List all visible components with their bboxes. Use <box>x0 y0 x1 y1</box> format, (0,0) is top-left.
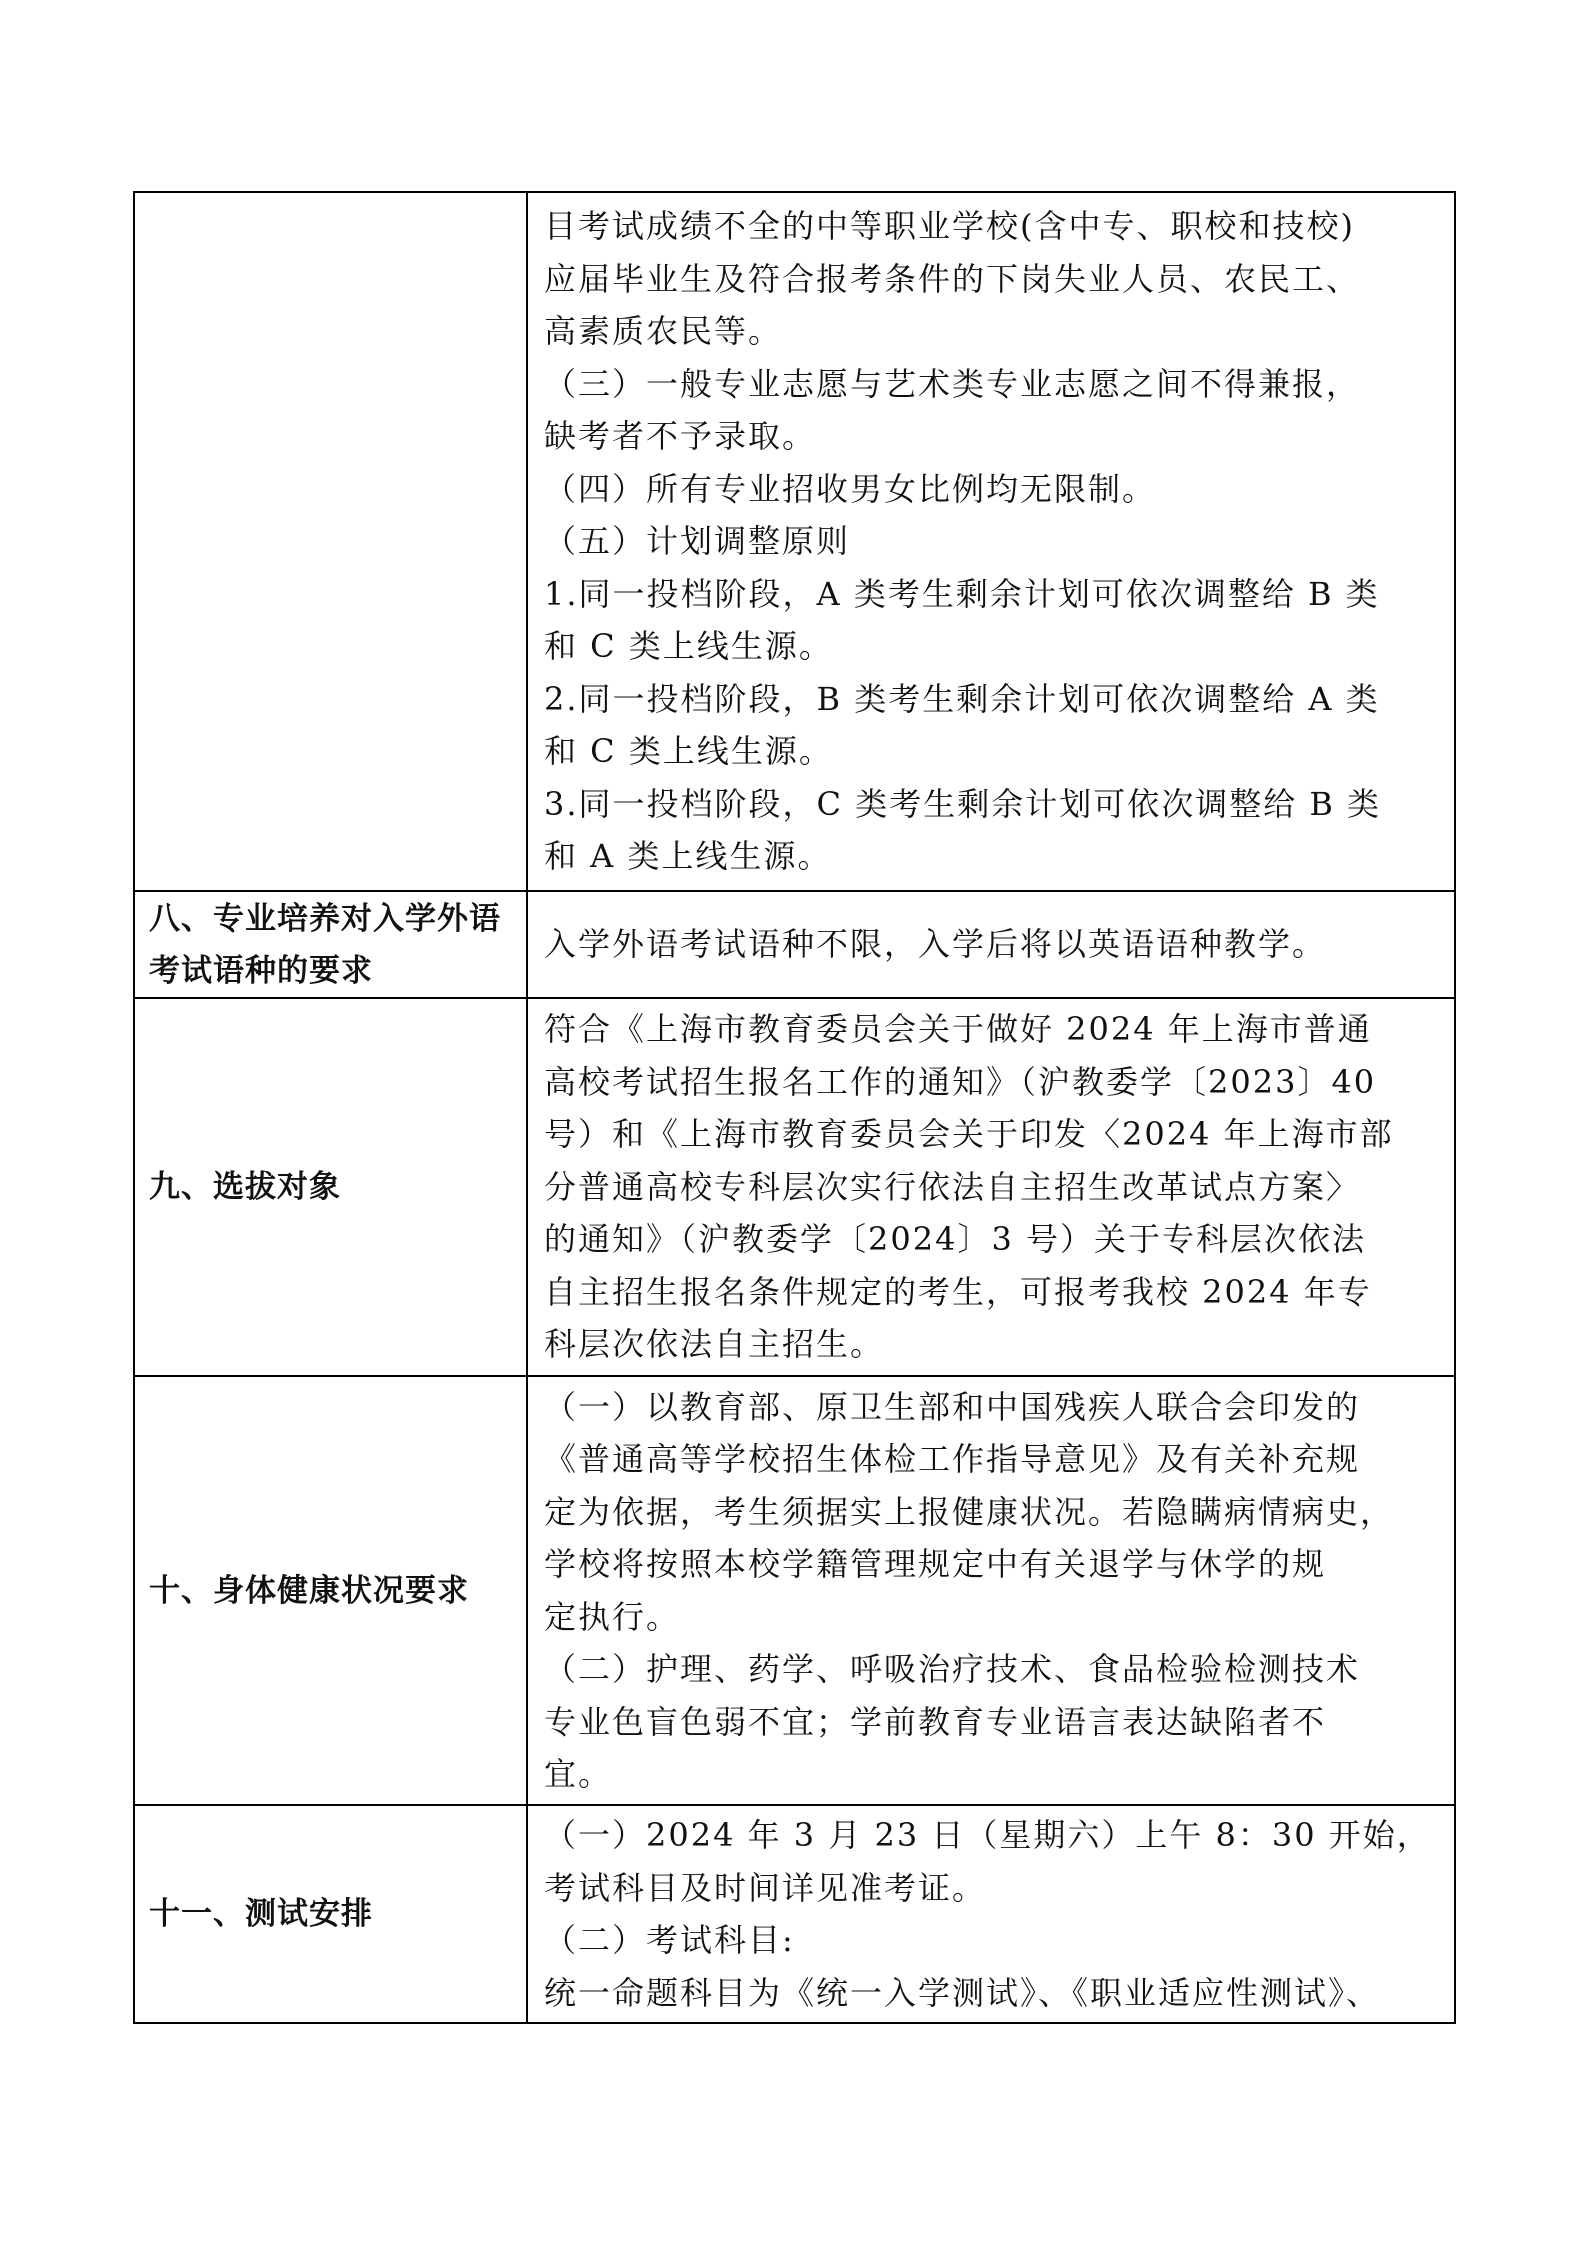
content-line: 专业色盲色弱不宜；学前教育专业语言表达缺陷者不 <box>544 1702 1327 1741</box>
content-line: （二）护理、药学、呼吸治疗技术、食品检验检测技术 <box>544 1650 1361 1688</box>
row-label: 九、选拔对象 <box>134 998 527 1376</box>
table-row <box>134 1805 1455 2023</box>
table-row <box>134 1376 1455 1805</box>
content-line: 科层次依法自主招生。 <box>544 1325 885 1364</box>
content-line: 的通知》（沪教委学〔2024〕3 号）关于专科层次依法 <box>544 1220 1366 1259</box>
content-line: 分普通高校专科层次实行依法自主招生改革试点方案〉 <box>544 1167 1361 1206</box>
content-line: （四）所有专业招收男女比例均无限制。 <box>544 469 1157 508</box>
table-row <box>134 891 1455 998</box>
content-line: 2.同一投档阶段，B 类考生剩余计划可依次调整给 A 类 <box>544 679 1380 718</box>
row-label-empty <box>134 192 527 891</box>
content-line: 1.同一投档阶段，A 类考生剩余计划可依次调整给 B 类 <box>544 574 1380 613</box>
row-label: 十一、测试安排 <box>134 1805 527 2023</box>
content-line: 目考试成绩不全的中等职业学校(含中专、职校和技校) <box>544 207 1355 246</box>
row-content <box>527 192 1455 891</box>
content-line: 考试科目及时间详见准考证。 <box>544 1868 987 1907</box>
content-line: 符合《上海市教育委员会关于做好 2024 年上海市普通 <box>544 1010 1372 1049</box>
admission-rules-table <box>133 191 1456 2024</box>
content-line: （二）考试科目: <box>544 1921 795 1959</box>
content-line: 学校将按照本校学籍管理规定中有关退学与休学的规 <box>544 1545 1327 1583</box>
content-line: （一）2024 年 3 月 23 日（星期六）上午 8：30 开始， <box>544 1816 1431 1854</box>
content-line: （五）计划调整原则 <box>544 522 851 561</box>
table-row <box>134 998 1455 1376</box>
row-content <box>527 998 1455 1376</box>
content-line: （三）一般专业志愿与艺术类专业志愿之间不得兼报， <box>544 364 1361 403</box>
content-line: 宜。 <box>544 1755 613 1793</box>
content-line: 《普通高等学校招生体检工作指导意见》及有关补充规 <box>544 1440 1361 1478</box>
content-line: 号）和《上海市教育委员会关于印发〈2024 年上海市部 <box>544 1115 1394 1154</box>
content-line: 和 C 类上线生源。 <box>544 732 833 771</box>
content-line: 自主招生报名条件规定的考生，可报考我校 2024 年专 <box>544 1272 1372 1311</box>
content-line: 统一命题科目为《统一入学测试》、《职业适应性测试》、 <box>544 1973 1381 2012</box>
label-line: 考试语种的要求 <box>149 952 373 989</box>
row-content <box>527 891 1455 998</box>
content-line: 高素质农民等。 <box>544 312 783 351</box>
content-line: 定执行。 <box>544 1597 681 1636</box>
content-line: 3.同一投档阶段，C 类考生剩余计划可依次调整给 B 类 <box>544 784 1382 823</box>
content-line: 缺考者不予录取。 <box>544 417 817 456</box>
content-line: 和 A 类上线生源。 <box>544 837 832 876</box>
row-label: 十、身体健康状况要求 <box>134 1376 527 1805</box>
content-line: 高校考试招生报名工作的通知》（沪教委学〔2023〕40 <box>544 1062 1377 1101</box>
content-line: 定为依据，考生须据实上报健康状况。若隐瞒病情病史， <box>544 1492 1395 1531</box>
content-line: 入学外语考试语种不限，入学后将以英语语种教学。 <box>544 925 1327 964</box>
row-content <box>527 1376 1455 1805</box>
content-line: 和 C 类上线生源。 <box>544 627 833 666</box>
label-line: 八、专业培养对入学外语 <box>149 900 501 937</box>
content-line: 应届毕业生及符合报考条件的下岗失业人员、农民工、 <box>544 259 1361 298</box>
row-label <box>134 891 527 998</box>
content-line: （一）以教育部、原卫生部和中国残疾人联合会印发的 <box>544 1387 1361 1426</box>
table-row <box>134 192 1455 891</box>
row-content <box>527 1805 1455 2023</box>
